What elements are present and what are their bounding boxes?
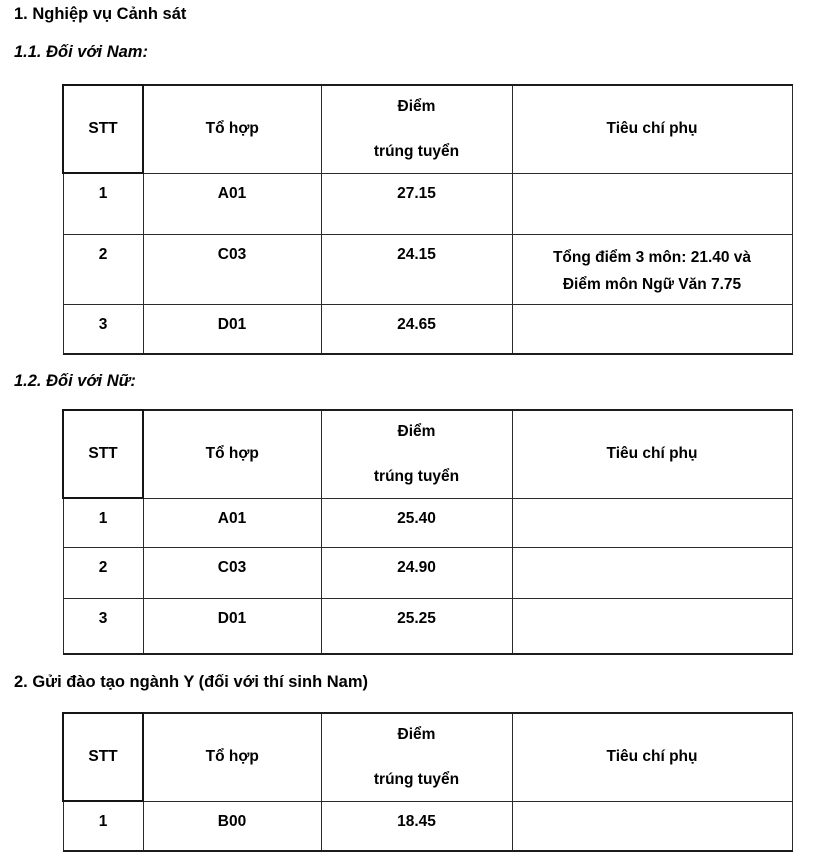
col-header-to-hop: Tổ hợp (143, 410, 321, 498)
cell-to-hop: C03 (143, 547, 321, 598)
subsection-1-1-heading: 1.1. Đối với Nam: (14, 43, 148, 61)
table-row (63, 801, 792, 851)
cell-stt: 3 (63, 598, 143, 654)
cell-stt: 2 (63, 547, 143, 598)
cell-tieu-chi (512, 547, 792, 598)
tieu-chi-note-line1: Tổng điểm 3 môn: 21.40 và (552, 248, 752, 266)
table-row (63, 598, 792, 654)
table-y (62, 712, 793, 852)
col-header-diem-line2: trúng tuyển (373, 467, 460, 485)
col-header-tieu-chi-phu: Tiêu chí phụ (512, 85, 792, 173)
cell-diem: 27.15 (321, 173, 512, 234)
cell-stt: 2 (63, 234, 143, 304)
cell-to-hop: D01 (143, 598, 321, 654)
col-header-diem-line1: Điểm (397, 725, 436, 743)
col-header-diem-line2: trúng tuyển (373, 142, 460, 160)
cell-tieu-chi (512, 598, 792, 654)
section-2-heading: 2. Gửi đào tạo ngành Y (đối với thí sinh Nam) (14, 673, 369, 691)
table-row (63, 234, 792, 304)
cell-diem: 24.90 (321, 547, 512, 598)
col-header-stt: STT (63, 713, 143, 801)
col-header-diem-trung-tuyen (321, 85, 512, 173)
tieu-chi-note-line2: Điểm môn Ngữ Văn 7.75 (562, 275, 742, 293)
table-nu-header-row (63, 410, 792, 498)
cell-tieu-chi (512, 801, 792, 851)
cell-stt: 3 (63, 304, 143, 354)
cell-to-hop: C03 (143, 234, 321, 304)
col-header-diem-line1: Điểm (397, 97, 436, 115)
cell-to-hop: B00 (143, 801, 321, 851)
col-header-to-hop: Tổ hợp (143, 85, 321, 173)
col-header-diem-line1: Điểm (397, 422, 436, 440)
table-row (63, 304, 792, 354)
cell-diem: 24.15 (321, 234, 512, 304)
col-header-tieu-chi-phu: Tiêu chí phụ (512, 410, 792, 498)
cell-to-hop: A01 (143, 498, 321, 547)
table-nu (62, 409, 793, 655)
section-1-heading: 1. Nghiệp vụ Cảnh sát (14, 5, 187, 23)
table-nam (62, 84, 793, 355)
table-row (63, 547, 792, 598)
col-header-stt: STT (63, 410, 143, 498)
cell-diem: 18.45 (321, 801, 512, 851)
cell-stt: 1 (63, 173, 143, 234)
table-row (63, 498, 792, 547)
cell-diem: 25.25 (321, 598, 512, 654)
col-header-diem-trung-tuyen (321, 410, 512, 498)
col-header-stt: STT (63, 85, 143, 173)
cell-diem: 25.40 (321, 498, 512, 547)
cell-diem: 24.65 (321, 304, 512, 354)
cell-tieu-chi (512, 498, 792, 547)
cell-tieu-chi (512, 173, 792, 234)
cell-stt: 1 (63, 801, 143, 851)
table-row (63, 173, 792, 234)
cell-tieu-chi (512, 304, 792, 354)
subsection-1-2-heading: 1.2. Đối với Nữ: (14, 372, 136, 390)
col-header-to-hop: Tổ hợp (143, 713, 321, 801)
col-header-diem-line2: trúng tuyển (373, 770, 460, 788)
table-y-header-row (63, 713, 792, 801)
cell-to-hop: D01 (143, 304, 321, 354)
col-header-diem-trung-tuyen (321, 713, 512, 801)
cell-stt: 1 (63, 498, 143, 547)
col-header-tieu-chi-phu: Tiêu chí phụ (512, 713, 792, 801)
cell-to-hop: A01 (143, 173, 321, 234)
table-nam-header-row (63, 85, 792, 173)
cell-tieu-chi (512, 234, 792, 304)
